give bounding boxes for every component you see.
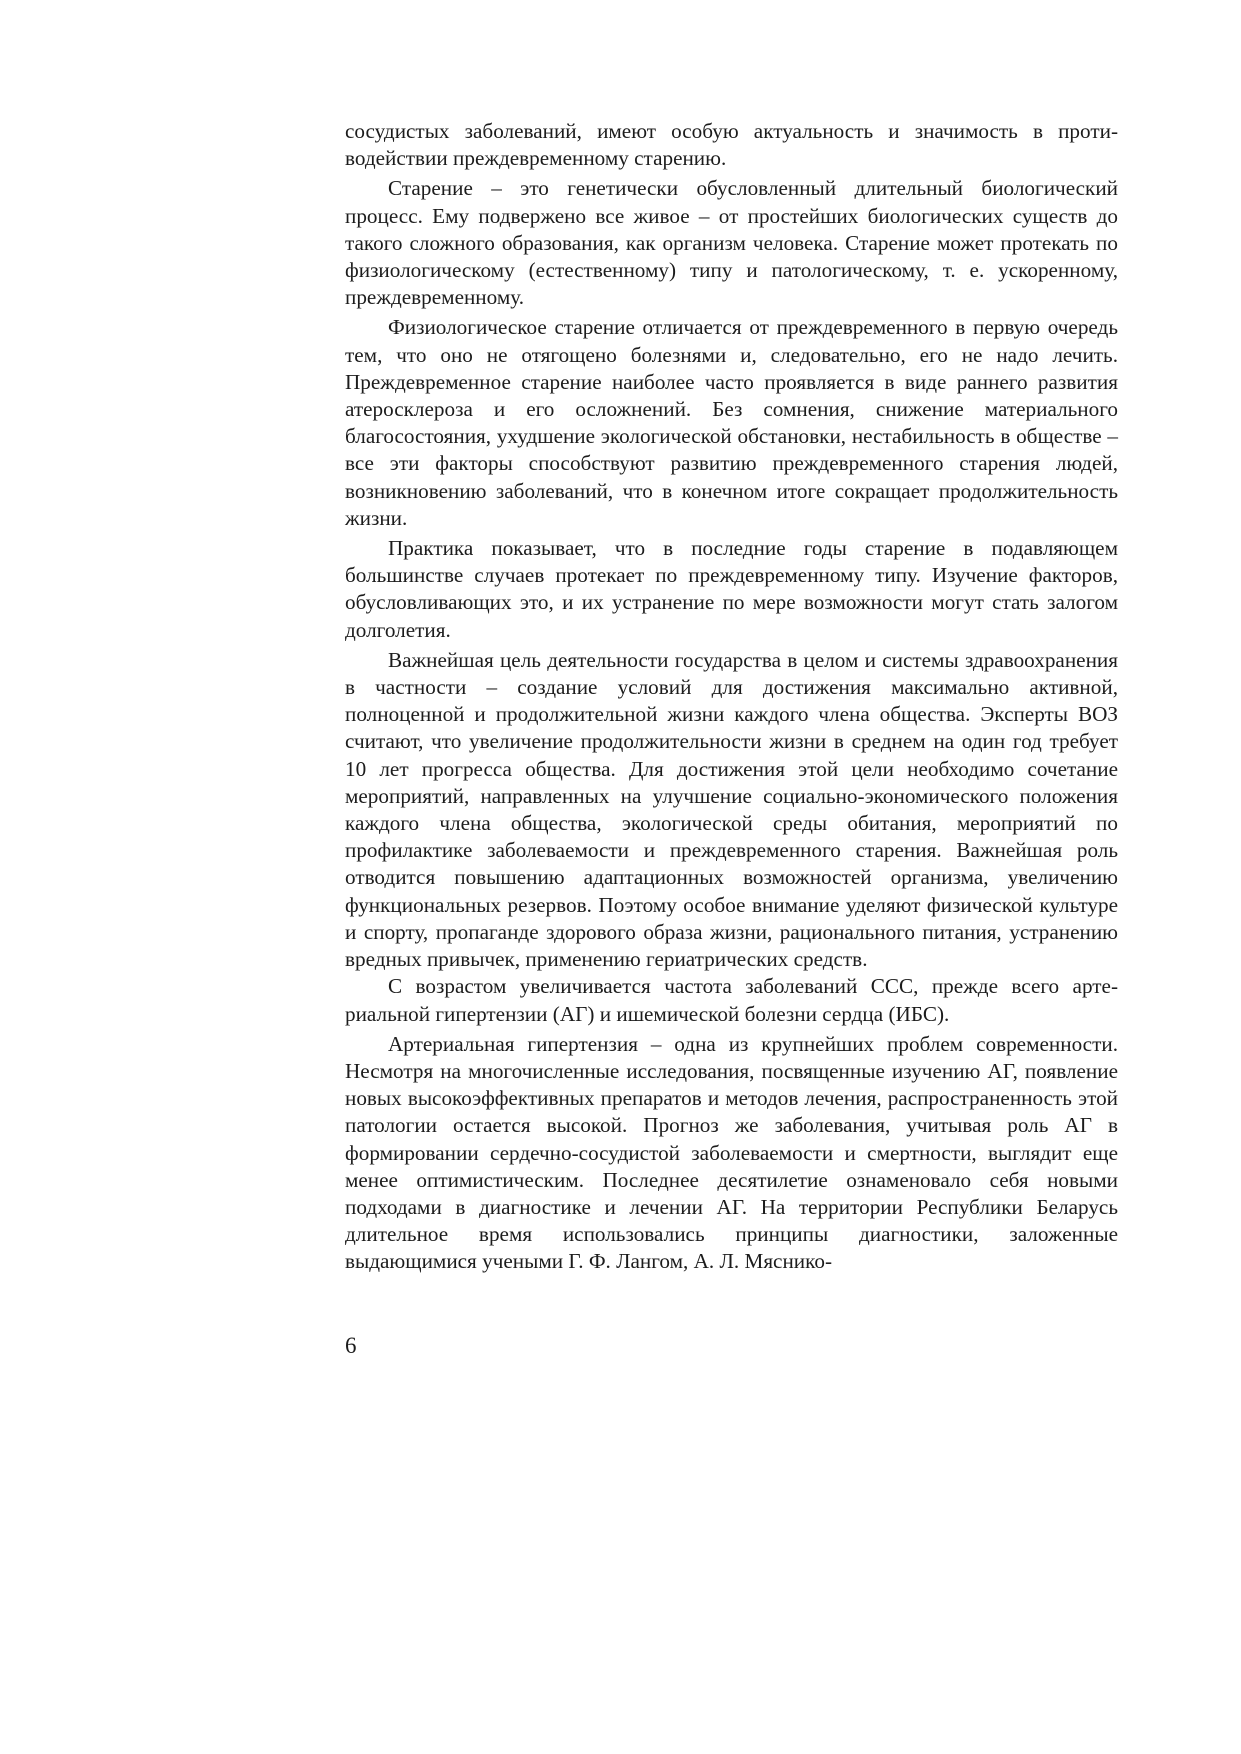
paragraph-age-diseases: С возрастом увеличивается частота заболеваний ССС, прежде всего артериальной гипертензии (АГ) и ишемической болезни сердца (ИБС). bbox=[345, 974, 1118, 1026]
paragraph-practice: Практика показывает, что в последние годы старение в подавляющем большинстве случаев протекает по преждевременному типу. Изучение факторов, обусловливающих это, и их устранение по мере возможности могут стать залогом долголетия. bbox=[345, 536, 1118, 642]
paragraph-continuation: сосудистых заболеваний, имеют особую актуальность и значимость в противодействии преждевременному старению. bbox=[345, 119, 1118, 171]
paragraph-physiological-aging: Физиологическое старение отличается от преждевременного в первую очередь тем, что оно не отягощено болезнями и, следовательно, его не надо лечить. Преждевременное старение наиболее часто проявляется в виде раннего развития атеросклероза и его осложнений. Без сомнения, снижение материального благосостояния, ухудшение экологической обстановки, нестабильность в обществе – все эти факторы способствуют развитию преждевременного старения людей, возникновению заболеваний, что в конечном итоге сокращает продолжительность жизни. bbox=[345, 315, 1118, 530]
paragraph-arterial-hypertension: Артериальная гипертензия – одна из крупнейших проблем современности. Несмотря на многочисленные исследования, посвященные изучению АГ, появление новых высокоэффективных препаратов и методов лечения, распространенность этой патологии остается высокой. Прогноз же заболевания, учитывая роль АГ в формировании сердечно-сосудистой заболеваемости и смертности, выглядит еще менее оптимистическим. Последнее десятилетие ознаменовало себя новыми подходами в диагностике и лечении АГ. На территории Республики Беларусь длительное время использовались принципы диагностики, заложенные выдающимися учеными Г. Ф. Лангом, А. Л. Мяснико- bbox=[345, 1031, 1118, 1274]
paragraph-aging-definition: Старение – это генетически обусловленный длительный биологический процесс. Ему подвержено все живое – от простейших биологических существ до такого сложного образования, как организм человека. Старение может протекать по физиологическому (естественному) типу и патологическому, т. е. ускоренному, преждевременному. bbox=[345, 176, 1118, 310]
paragraph-state-goal: Важнейшая цель деятельности государства в целом и системы здравоохранения в частности – создание условий для достижения максимально активной, полноценной и продолжительной жизни каждого члена общества. Эксперты ВОЗ считают, что увеличение продолжительности жизни в среднем на один год требует 10 лет прогресса общества. Для достижения этой цели необходимо сочетание мероприятий, направленных на улучшение социально-экономического положения каждого члена общества, экологической среды обитания, мероприятий по профилактике заболеваемости и преждевременного старения. Важнейшая роль отводится повышению адаптационных возможностей организма, увеличению функциональных резервов. Поэтому особое внимание уделяют физической культуре и спорту, пропаганде здорового образа жизни, рационального питания, устранению вредных привычек, применению гериатрических средств. bbox=[345, 647, 1118, 972]
body-text bbox=[345, 118, 1118, 1279]
page-number: 6 bbox=[345, 1333, 357, 1358]
